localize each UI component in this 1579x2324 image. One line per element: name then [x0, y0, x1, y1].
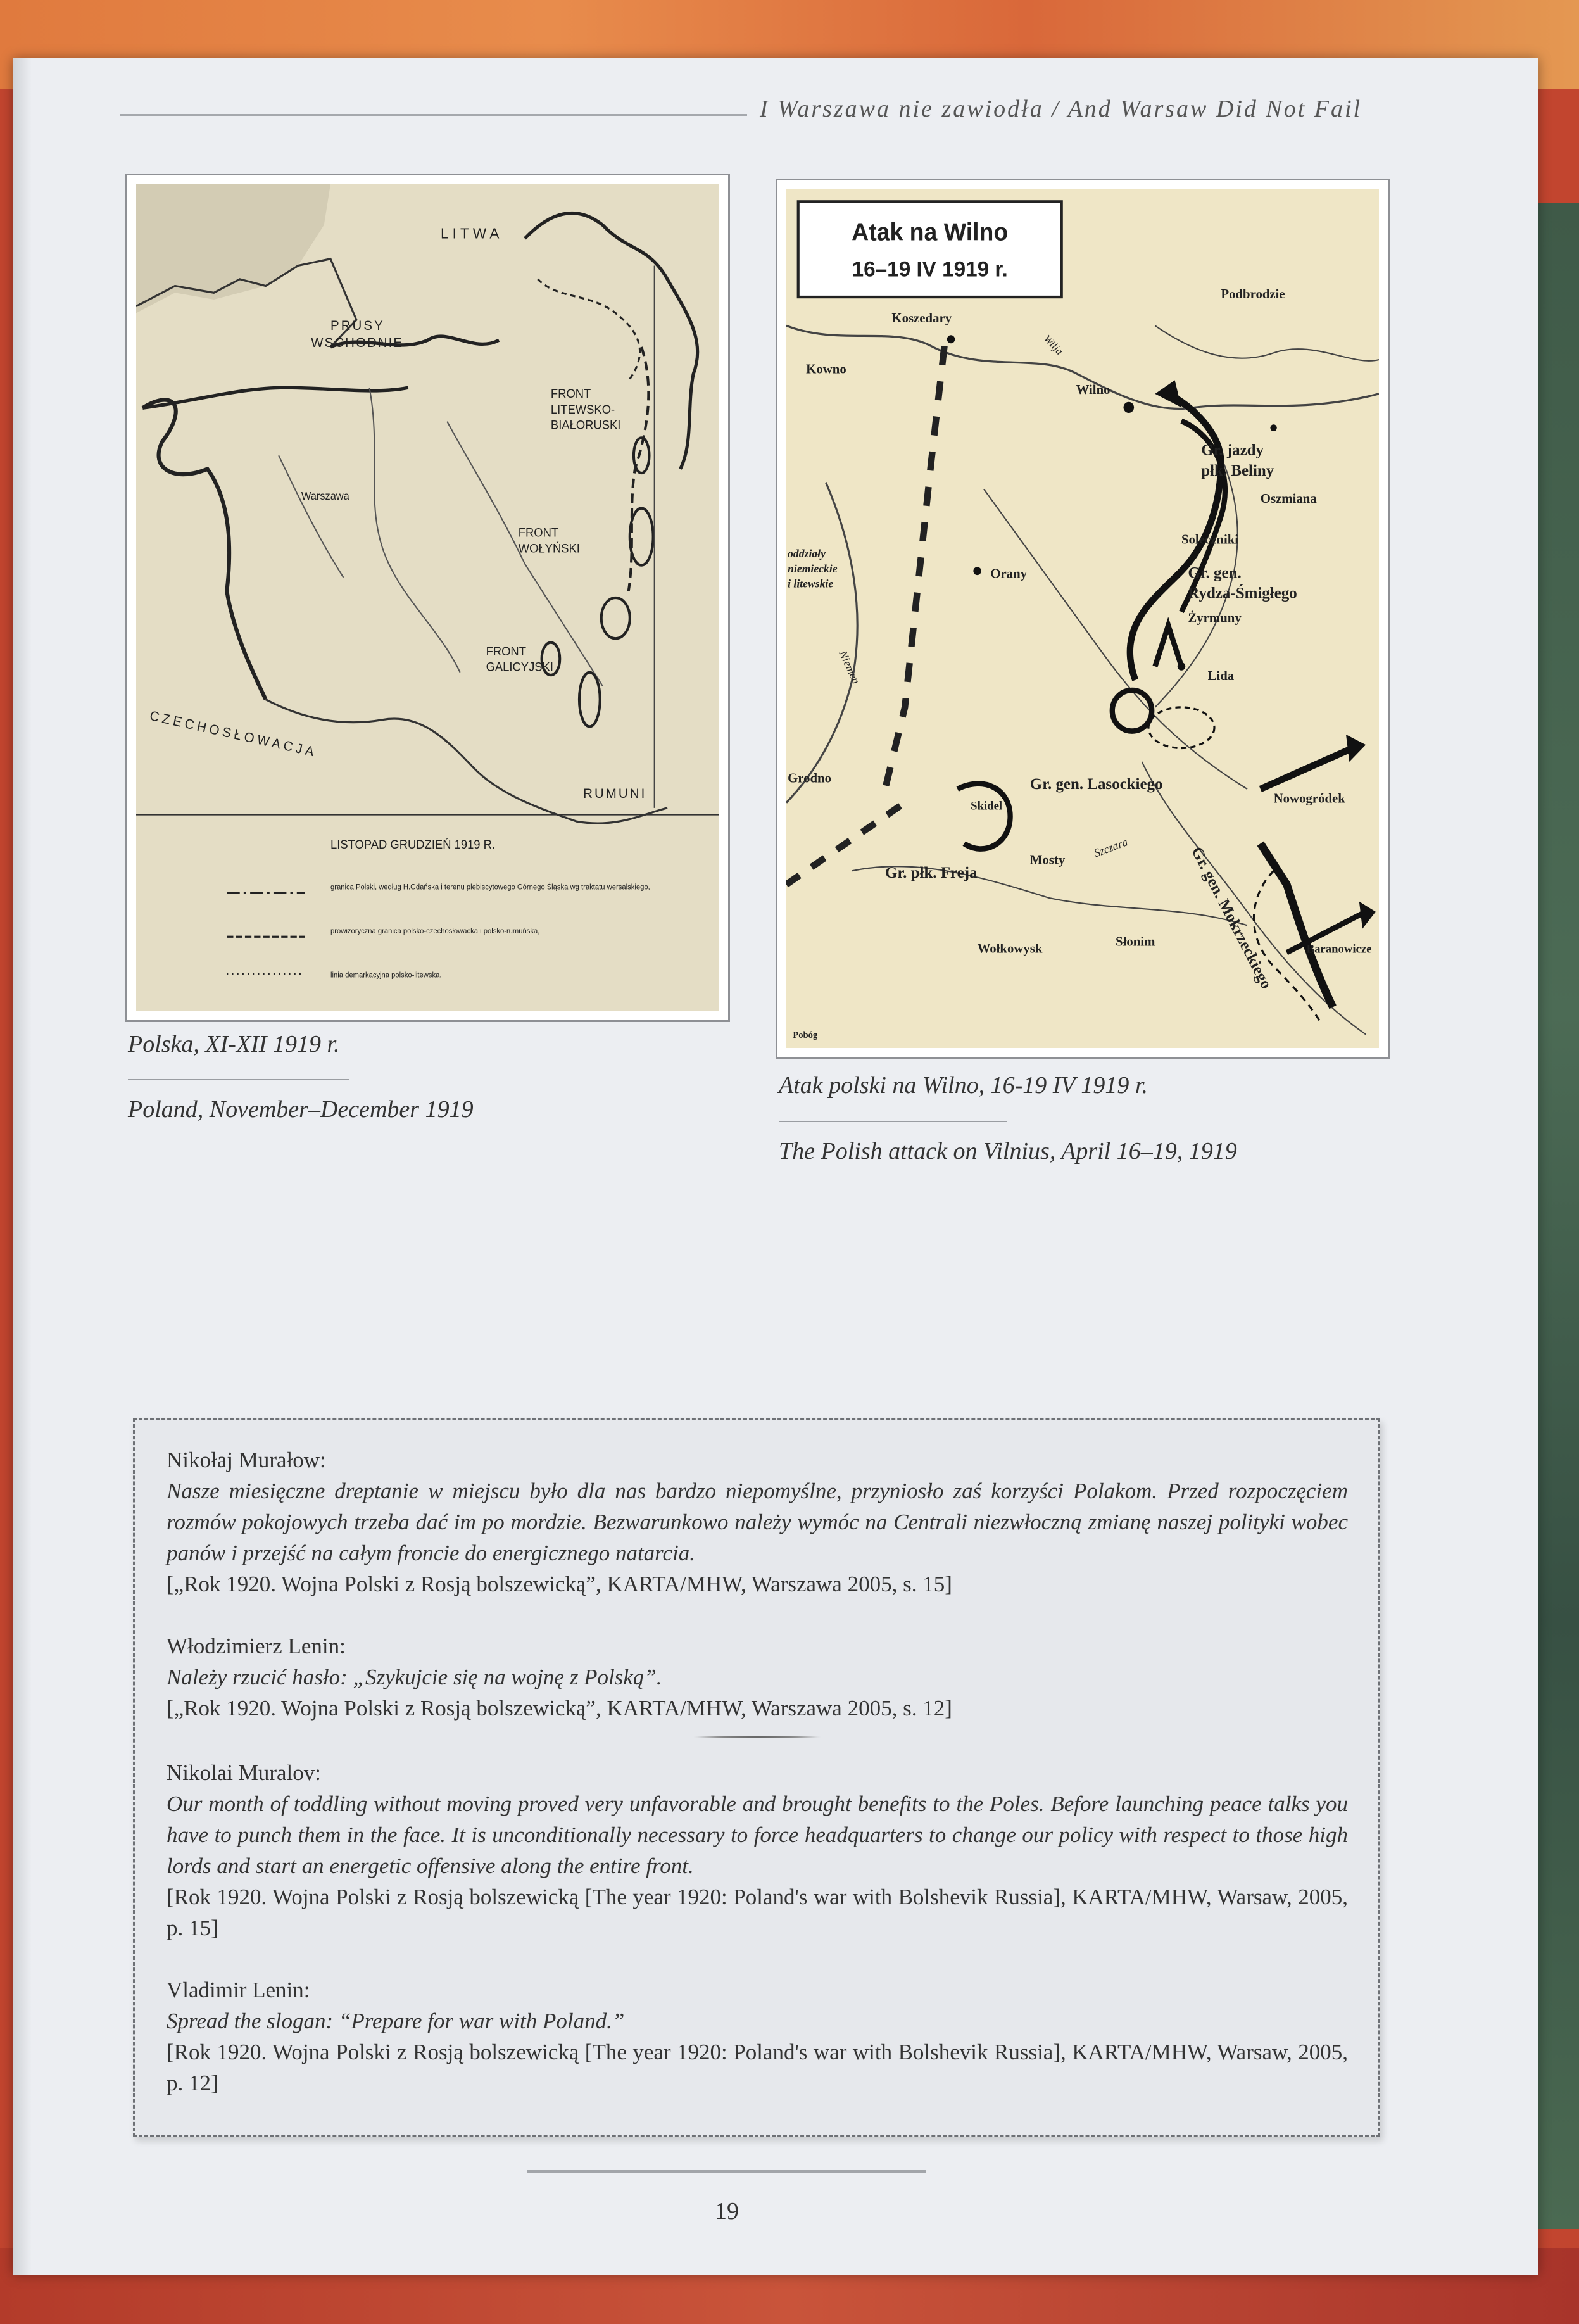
label-prusy: PRUSY: [330, 318, 385, 334]
quote-text: Nasze miesięczne dreptanie w miejscu było dla nas bardzo niepomyślne, przyniosło zaś korzyści Polakom. Przed rozpoczęciem rozmów pokojowych trzeba dać im po mordzie. Bezwarunkowo należy wymóc na Centrali niezwłoczną zmianę naszej polityki wobec panów i przejść na całym froncie do energicznego natarcia.: [167, 1479, 1348, 1565]
quote-author: Włodzimierz Lenin:: [167, 1634, 346, 1658]
svg-text:Żyrmuny: Żyrmuny: [1188, 610, 1242, 626]
caption-right-rule: [779, 1121, 1007, 1122]
svg-text:Lida: Lida: [1207, 667, 1235, 683]
legend-item-2: prowizoryczna granica polsko-czechosłowacka i polsko-rumuńska,: [330, 927, 540, 935]
svg-text:Rydza-Śmigłego: Rydza-Śmigłego: [1188, 584, 1297, 602]
svg-text:Mosty: Mosty: [1029, 852, 1066, 868]
quotes-box: [133, 1418, 1380, 2137]
label-rumuni: RUMUNI: [583, 786, 647, 801]
language-divider: [694, 1736, 821, 1738]
book-page: [13, 58, 1538, 2275]
running-header: I Warszawa nie zawiodła / And Warsaw Did Not Fail: [760, 96, 1362, 122]
svg-text:Oszmiana: Oszmiana: [1260, 490, 1317, 507]
map-poland-1919: [125, 174, 730, 1022]
caption-left-rule: [128, 1079, 349, 1080]
quote-author: Nikołaj Murałow:: [167, 1448, 326, 1472]
caption-left-polish: Polska, XI-XII 1919 r.: [128, 1031, 340, 1058]
footer-rule: [527, 2170, 926, 2173]
quote-source: [Rok 1920. Wojna Polski z Rosją bolszewicką [The year 1920: Poland's war with Bolshevik Russia], KARTA/MHW, Warsaw, 2005, p. 12]: [167, 2040, 1348, 2095]
svg-text:Wołkowysk: Wołkowysk: [977, 940, 1043, 956]
svg-text:Słonim: Słonim: [1116, 933, 1155, 949]
svg-text:Gr. gen. Mokrzeckiego: Gr. gen. Mokrzeckiego: [1188, 843, 1276, 992]
svg-text:Baranowicze: Baranowicze: [1306, 942, 1372, 956]
svg-text:Gr. gen. Lasockiego: Gr. gen. Lasockiego: [1029, 774, 1163, 793]
quote-source: [„Rok 1920. Wojna Polski z Rosją bolszewicką”, KARTA/MHW, Warszawa 2005, s. 15]: [167, 1572, 952, 1596]
map-title-line1: Atak na Wilno: [852, 219, 1009, 246]
caption-right-polish: Atak polski na Wilno, 16-19 IV 1919 r.: [779, 1072, 1148, 1099]
caption-left-english: Poland, November–December 1919: [128, 1096, 474, 1123]
map-attack-on-wilno: [776, 179, 1390, 1059]
svg-text:Grodno: Grodno: [788, 769, 832, 786]
label-wschodnie: WSCHODNIE: [311, 335, 404, 351]
quote-lenin-en: [167, 1974, 1348, 2099]
svg-text:Orany: Orany: [990, 565, 1028, 581]
svg-text:Podbrodzie: Podbrodzie: [1221, 286, 1285, 302]
svg-text:Gr. płk. Freja: Gr. płk. Freja: [885, 863, 978, 882]
quote-author: Vladimir Lenin:: [167, 1978, 310, 2002]
page-gutter-shadow: [13, 58, 32, 2275]
svg-text:Koszedary: Koszedary: [891, 310, 952, 325]
svg-text:FRONT: FRONT: [486, 644, 526, 659]
quote-text: Our month of toddling without moving proved very unfavorable and brought benefits to the Poles. Before launching peace talks you have to punch them in the face. It is unconditionally necessary to force headquarters to change our policy with respect to those high lords and start an energetic offensive along the entire front.: [167, 1791, 1348, 1878]
svg-text:Gr. jazdy: Gr. jazdy: [1201, 441, 1264, 459]
svg-text:FRONT: FRONT: [518, 526, 559, 540]
svg-text:niemieckie: niemieckie: [788, 562, 838, 575]
svg-text:oddziały: oddziały: [788, 546, 826, 560]
svg-text:Nowogródek: Nowogródek: [1273, 790, 1345, 806]
label-czechoslowacja: CZECHOSŁOWACJA: [148, 708, 319, 761]
quote-source: [„Rok 1920. Wojna Polski z Rosją bolszewicką”, KARTA/MHW, Warszawa 2005, s. 12]: [167, 1696, 952, 1721]
quote-muralov-pl: [167, 1444, 1348, 1600]
svg-text:Wilja: Wilja: [1041, 332, 1066, 358]
map-title-line2: 16–19 IV 1919 r.: [852, 257, 1008, 282]
svg-text:Pobóg: Pobóg: [793, 1030, 818, 1040]
svg-text:FRONT: FRONT: [550, 386, 591, 401]
page-number: 19: [715, 2198, 739, 2225]
svg-text:płk. Beliny: płk. Beliny: [1201, 461, 1274, 480]
svg-text:Szczara: Szczara: [1092, 835, 1129, 860]
header-rule: [120, 114, 747, 116]
svg-text:BIAŁORUSKI: BIAŁORUSKI: [550, 418, 621, 432]
svg-text:LITEWSKO-: LITEWSKO-: [550, 402, 615, 416]
label-warszawa: Warszawa: [301, 489, 349, 502]
svg-text:Gr. gen.: Gr. gen.: [1188, 564, 1242, 582]
legend-date: LISTOPAD GRUDZIEŃ 1919 R.: [330, 837, 496, 852]
label-litwa: LITWA: [440, 225, 503, 242]
legend-item-1: granica Polski, według H.Gdańska i terenu plebiscytowego Górnego Śląska wg traktatu wersalskiego,: [330, 883, 650, 892]
quote-text: Należy rzucić hasło: „Szykujcie się na wojnę z Polską”.: [167, 1665, 662, 1689]
quote-muralov-en: [167, 1757, 1348, 1943]
svg-text:WOŁYŃSKI: WOŁYŃSKI: [518, 541, 580, 555]
quote-text: Spread the slogan: “Prepare for war with Poland.”: [167, 2009, 625, 2033]
svg-text:Niemen: Niemen: [836, 648, 863, 686]
svg-text:Kowno: Kowno: [806, 361, 846, 377]
svg-text:Wilno: Wilno: [1076, 381, 1110, 397]
quote-author: Nikolai Muralov:: [167, 1760, 321, 1785]
svg-text:Soleczniki: Soleczniki: [1181, 531, 1239, 547]
quote-source: [Rok 1920. Wojna Polski z Rosją bolszewicką [The year 1920: Poland's war with Bolshevik Russia], KARTA/MHW, Warsaw, 2005, p. 15]: [167, 1885, 1348, 1940]
caption-right-english: The Polish attack on Vilnius, April 16–19, 1919: [779, 1138, 1237, 1165]
quote-lenin-pl: [167, 1631, 1348, 1724]
svg-text:GALICYJSKI: GALICYJSKI: [486, 660, 553, 674]
legend-item-3: linia demarkacyjna polsko-litewska.: [330, 971, 442, 980]
svg-text:i litewskie: i litewskie: [788, 577, 834, 590]
svg-text:Skidel: Skidel: [971, 799, 1003, 813]
